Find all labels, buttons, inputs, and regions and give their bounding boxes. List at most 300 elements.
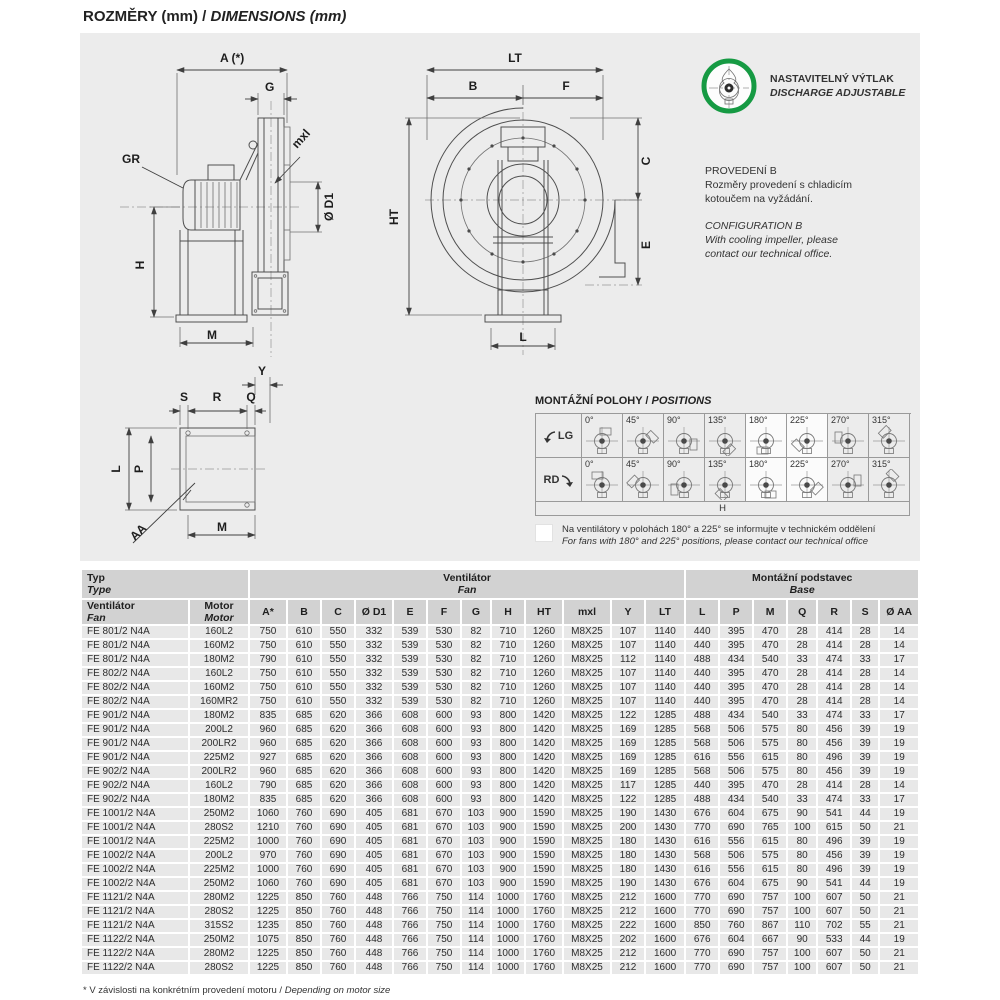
table-cell: 14 bbox=[880, 780, 918, 792]
table-cell: M8X25 bbox=[564, 654, 610, 666]
table-cell: 850 bbox=[288, 948, 320, 960]
rotation-ccw-icon bbox=[544, 429, 557, 443]
table-cell: 681 bbox=[394, 836, 426, 848]
table-cell: 1140 bbox=[646, 696, 684, 708]
column-header-cell: P bbox=[720, 600, 752, 624]
table-cell: 28 bbox=[852, 696, 878, 708]
table-cell: 250M2 bbox=[190, 934, 248, 946]
dim-label-base-l: L bbox=[109, 465, 123, 473]
table-cell: 114 bbox=[462, 892, 490, 904]
table-cell: 19 bbox=[880, 738, 918, 750]
table-cell: 28 bbox=[788, 780, 816, 792]
table-cell: 620 bbox=[322, 710, 354, 722]
table-cell: 122 bbox=[612, 794, 644, 806]
table-cell: 1590 bbox=[526, 864, 562, 876]
table-cell: 1285 bbox=[646, 710, 684, 722]
table-cell: 766 bbox=[394, 948, 426, 960]
table-cell: 100 bbox=[788, 892, 816, 904]
table-cell: 180M2 bbox=[190, 794, 248, 806]
table-cell: 1000 bbox=[492, 962, 524, 974]
table-cell: FE 802/2 N4A bbox=[82, 668, 188, 680]
positions-row-label-lg: LG bbox=[536, 414, 582, 458]
table-cell: 568 bbox=[686, 766, 718, 778]
base-plan-drawing bbox=[95, 363, 375, 559]
table-cell: 21 bbox=[880, 906, 918, 918]
column-header-cell: R bbox=[818, 600, 850, 624]
column-header-cell: M bbox=[754, 600, 786, 624]
table-cell: 200LR2 bbox=[190, 766, 248, 778]
table-cell: 117 bbox=[612, 780, 644, 792]
table-cell: 685 bbox=[288, 752, 320, 764]
table-cell: 1000 bbox=[492, 948, 524, 960]
table-cell: 550 bbox=[322, 626, 354, 638]
table-cell: 1285 bbox=[646, 738, 684, 750]
table-cell: 766 bbox=[394, 906, 426, 918]
table-cell: 607 bbox=[818, 962, 850, 974]
table-cell: 676 bbox=[686, 878, 718, 890]
table-cell: 1760 bbox=[526, 934, 562, 946]
table-cell: 770 bbox=[686, 906, 718, 918]
table-cell: 414 bbox=[818, 696, 850, 708]
table-cell: 690 bbox=[322, 808, 354, 820]
table-cell: 19 bbox=[880, 766, 918, 778]
table-cell: 1420 bbox=[526, 710, 562, 722]
table-row bbox=[82, 710, 918, 722]
table-cell: 960 bbox=[250, 766, 286, 778]
table-cell: 28 bbox=[852, 682, 878, 694]
table-cell: 620 bbox=[322, 780, 354, 792]
rotation-cw-icon bbox=[560, 473, 573, 487]
table-cell: 790 bbox=[250, 654, 286, 666]
position-angle-label: 90° bbox=[667, 459, 681, 469]
table-cell: 685 bbox=[288, 794, 320, 806]
table-cell: 19 bbox=[880, 864, 918, 876]
table-cell: 17 bbox=[880, 654, 918, 666]
table-row bbox=[82, 850, 918, 862]
table-row bbox=[82, 752, 918, 764]
table-cell: 190 bbox=[612, 878, 644, 890]
table-cell: FE 1001/2 N4A bbox=[82, 808, 188, 820]
table-cell: 760 bbox=[322, 934, 354, 946]
table-cell: 575 bbox=[754, 766, 786, 778]
position-cell-lg-315 bbox=[869, 414, 910, 458]
table-cell: 750 bbox=[250, 626, 286, 638]
table-cell: 770 bbox=[686, 892, 718, 904]
table-cell: 82 bbox=[462, 696, 490, 708]
table-cell: 448 bbox=[356, 892, 392, 904]
table-cell: 530 bbox=[428, 640, 460, 652]
configuration-note bbox=[705, 164, 852, 261]
front-view-drawing bbox=[370, 45, 700, 375]
table-cell: 800 bbox=[492, 780, 524, 792]
table-row bbox=[82, 668, 918, 680]
table-cell: 405 bbox=[356, 808, 392, 820]
table-cell: 900 bbox=[492, 850, 524, 862]
table-cell: M8X25 bbox=[564, 794, 610, 806]
table-cell: 1430 bbox=[646, 864, 684, 876]
table-cell: 766 bbox=[394, 920, 426, 932]
table-cell: 114 bbox=[462, 920, 490, 932]
table-cell: 180M2 bbox=[190, 654, 248, 666]
table-cell: 39 bbox=[852, 752, 878, 764]
dim-label-gr: GR bbox=[122, 152, 140, 166]
table-cell: 960 bbox=[250, 724, 286, 736]
table-cell: 414 bbox=[818, 640, 850, 652]
table-cell: 1420 bbox=[526, 724, 562, 736]
table-cell: 757 bbox=[754, 962, 786, 974]
table-cell: FE 901/2 N4A bbox=[82, 724, 188, 736]
table-cell: 1260 bbox=[526, 668, 562, 680]
table-cell: 103 bbox=[462, 822, 490, 834]
table-cell: 114 bbox=[462, 906, 490, 918]
table-cell: 607 bbox=[818, 906, 850, 918]
table-cell: M8X25 bbox=[564, 682, 610, 694]
page-title-en: DIMENSIONS (mm) bbox=[210, 8, 347, 25]
table-cell: 800 bbox=[492, 738, 524, 750]
table-cell: 710 bbox=[492, 682, 524, 694]
table-cell: FE 1002/2 N4A bbox=[82, 850, 188, 862]
table-cell: 550 bbox=[322, 696, 354, 708]
table-cell: 180M2 bbox=[190, 710, 248, 722]
table-cell: M8X25 bbox=[564, 920, 610, 932]
position-cell-lg-90 bbox=[664, 414, 705, 458]
table-cell: 280M2 bbox=[190, 948, 248, 960]
table-cell: 225M2 bbox=[190, 836, 248, 848]
table-cell: 395 bbox=[720, 780, 752, 792]
table-cell: 114 bbox=[462, 962, 490, 974]
table-row bbox=[82, 780, 918, 792]
table-cell: 112 bbox=[612, 654, 644, 666]
table-cell: 750 bbox=[250, 696, 286, 708]
adjustable-discharge-icon bbox=[700, 57, 758, 115]
table-cell: 440 bbox=[686, 626, 718, 638]
table-cell: 690 bbox=[720, 892, 752, 904]
table-cell: 568 bbox=[686, 850, 718, 862]
table-cell: 506 bbox=[720, 724, 752, 736]
fan-position-icon bbox=[829, 469, 867, 500]
table-cell: 616 bbox=[686, 864, 718, 876]
table-cell: 169 bbox=[612, 724, 644, 736]
table-cell: 850 bbox=[288, 906, 320, 918]
table-cell: 14 bbox=[880, 640, 918, 652]
table-cell: 607 bbox=[818, 948, 850, 960]
table-cell: 760 bbox=[288, 836, 320, 848]
table-cell: 496 bbox=[818, 836, 850, 848]
table-cell: 675 bbox=[754, 808, 786, 820]
table-cell: 315S2 bbox=[190, 920, 248, 932]
table-cell: 122 bbox=[612, 710, 644, 722]
table-cell: 470 bbox=[754, 640, 786, 652]
table-cell: 676 bbox=[686, 808, 718, 820]
table-row bbox=[82, 794, 918, 806]
table-cell: 100 bbox=[788, 822, 816, 834]
table-cell: 14 bbox=[880, 696, 918, 708]
table-cell: 496 bbox=[818, 752, 850, 764]
table-cell: 760 bbox=[288, 808, 320, 820]
table-cell: 448 bbox=[356, 962, 392, 974]
table-cell: 1285 bbox=[646, 780, 684, 792]
table-cell: 82 bbox=[462, 626, 490, 638]
table-cell: 332 bbox=[356, 682, 392, 694]
position-angle-label: 135° bbox=[708, 459, 727, 469]
table-cell: 19 bbox=[880, 934, 918, 946]
table-cell: 970 bbox=[250, 850, 286, 862]
table-cell: 539 bbox=[394, 654, 426, 666]
dim-label-s: S bbox=[179, 390, 189, 404]
table-cell: 690 bbox=[720, 906, 752, 918]
table-row bbox=[82, 878, 918, 890]
table-cell: 93 bbox=[462, 724, 490, 736]
group-header-cell: Ventilátor Fan bbox=[250, 570, 684, 598]
table-row bbox=[82, 766, 918, 778]
position-angle-label: 225° bbox=[790, 459, 809, 469]
table-cell: 1760 bbox=[526, 892, 562, 904]
table-cell: M8X25 bbox=[564, 892, 610, 904]
table-cell: FE 901/2 N4A bbox=[82, 738, 188, 750]
table-cell: 615 bbox=[818, 822, 850, 834]
table-cell: 50 bbox=[852, 892, 878, 904]
table-cell: 160L2 bbox=[190, 780, 248, 792]
table-cell: 395 bbox=[720, 696, 752, 708]
table-cell: FE 901/2 N4A bbox=[82, 710, 188, 722]
position-angle-label: 315° bbox=[872, 459, 891, 469]
table-cell: 93 bbox=[462, 766, 490, 778]
table-cell: 366 bbox=[356, 724, 392, 736]
position-cell-lg-270 bbox=[828, 414, 869, 458]
table-cell: 690 bbox=[322, 864, 354, 876]
table-cell: 19 bbox=[880, 724, 918, 736]
table-cell: 1225 bbox=[250, 906, 286, 918]
table-cell: 541 bbox=[818, 808, 850, 820]
table-cell: 685 bbox=[288, 710, 320, 722]
table-cell: M8X25 bbox=[564, 696, 610, 708]
table-cell: 616 bbox=[686, 752, 718, 764]
table-cell: 19 bbox=[880, 836, 918, 848]
dim-label-base-m: M bbox=[217, 520, 227, 534]
table-cell: 180 bbox=[612, 864, 644, 876]
dim-label-l: L bbox=[519, 330, 527, 344]
table-cell: 93 bbox=[462, 710, 490, 722]
table-cell: 800 bbox=[492, 710, 524, 722]
table-cell: 82 bbox=[462, 640, 490, 652]
position-angle-label: 270° bbox=[831, 459, 850, 469]
table-cell: 766 bbox=[394, 962, 426, 974]
table-cell: 366 bbox=[356, 738, 392, 750]
table-cell: 800 bbox=[492, 724, 524, 736]
table-cell: 530 bbox=[428, 626, 460, 638]
table-cell: 332 bbox=[356, 696, 392, 708]
fan-position-icon bbox=[788, 425, 826, 456]
table-cell: 39 bbox=[852, 864, 878, 876]
table-row bbox=[82, 920, 918, 932]
table-cell: 685 bbox=[288, 780, 320, 792]
table-cell: 670 bbox=[428, 808, 460, 820]
table-cell: 366 bbox=[356, 794, 392, 806]
table-cell: 620 bbox=[322, 724, 354, 736]
table-cell: 1285 bbox=[646, 724, 684, 736]
table-cell: 1760 bbox=[526, 962, 562, 974]
fan-position-icon bbox=[665, 425, 703, 456]
table-cell: 900 bbox=[492, 864, 524, 876]
table-cell: 448 bbox=[356, 920, 392, 932]
table-cell: 405 bbox=[356, 822, 392, 834]
table-cell: 44 bbox=[852, 934, 878, 946]
table-cell: 556 bbox=[720, 752, 752, 764]
table-cell: M8X25 bbox=[564, 738, 610, 750]
table-cell: 1600 bbox=[646, 934, 684, 946]
table-cell: 1225 bbox=[250, 962, 286, 974]
dim-label-p: P bbox=[132, 464, 146, 474]
table-cell: 541 bbox=[818, 878, 850, 890]
table-cell: 50 bbox=[852, 822, 878, 834]
table-cell: 620 bbox=[322, 738, 354, 750]
table-cell: 488 bbox=[686, 654, 718, 666]
table-row bbox=[82, 640, 918, 652]
position-cell-rd-45 bbox=[623, 458, 664, 502]
table-cell: 44 bbox=[852, 808, 878, 820]
table-cell: 575 bbox=[754, 738, 786, 750]
table-cell: 620 bbox=[322, 794, 354, 806]
table-cell: 212 bbox=[612, 962, 644, 974]
mounting-positions-section bbox=[535, 395, 915, 548]
table-cell: FE 1121/2 N4A bbox=[82, 892, 188, 904]
table-cell: 850 bbox=[288, 892, 320, 904]
table-cell: 55 bbox=[852, 920, 878, 932]
table-cell: M8X25 bbox=[564, 710, 610, 722]
table-cell: 488 bbox=[686, 710, 718, 722]
table-cell: 766 bbox=[394, 892, 426, 904]
table-cell: M8X25 bbox=[564, 626, 610, 638]
position-angle-label: 180° bbox=[749, 459, 768, 469]
table-cell: 1285 bbox=[646, 752, 684, 764]
table-cell: 850 bbox=[288, 920, 320, 932]
table-cell: 616 bbox=[686, 836, 718, 848]
table-cell: 900 bbox=[492, 822, 524, 834]
table-cell: 1420 bbox=[526, 738, 562, 750]
table-cell: 395 bbox=[720, 682, 752, 694]
table-cell: 28 bbox=[788, 696, 816, 708]
table-cell: 19 bbox=[880, 878, 918, 890]
table-cell: 539 bbox=[394, 682, 426, 694]
table-cell: 470 bbox=[754, 682, 786, 694]
table-cell: 180 bbox=[612, 836, 644, 848]
table-cell: 50 bbox=[852, 948, 878, 960]
table-cell: 1420 bbox=[526, 794, 562, 806]
table-cell: 14 bbox=[880, 682, 918, 694]
position-cell-rd-270 bbox=[828, 458, 869, 502]
dim-label-r: R bbox=[212, 390, 222, 404]
table-cell: 14 bbox=[880, 668, 918, 680]
table-cell: 1140 bbox=[646, 640, 684, 652]
table-cell: 530 bbox=[428, 654, 460, 666]
table-cell: 506 bbox=[720, 850, 752, 862]
page-title: ROZMĚRY (mm) / DIMENSIONS (mm) bbox=[83, 8, 347, 25]
table-cell: 530 bbox=[428, 682, 460, 694]
positions-footer-label: H bbox=[536, 502, 910, 516]
table-cell: 366 bbox=[356, 780, 392, 792]
position-cell-lg-225 bbox=[787, 414, 828, 458]
position-angle-label: 225° bbox=[790, 415, 809, 425]
table-cell: 1760 bbox=[526, 920, 562, 932]
table-cell: 212 bbox=[612, 906, 644, 918]
table-cell: 21 bbox=[880, 962, 918, 974]
badge-line-cs: NASTAVITELNÝ VÝTLAK bbox=[770, 73, 894, 85]
table-cell: 681 bbox=[394, 878, 426, 890]
table-cell: 540 bbox=[754, 654, 786, 666]
table-cell: 440 bbox=[686, 668, 718, 680]
table-cell: 17 bbox=[880, 794, 918, 806]
table-cell: M8X25 bbox=[564, 864, 610, 876]
table-row bbox=[82, 738, 918, 750]
table-cell: 670 bbox=[428, 864, 460, 876]
table-cell: 160M2 bbox=[190, 640, 248, 652]
table-cell: 550 bbox=[322, 654, 354, 666]
table-cell: 1590 bbox=[526, 808, 562, 820]
table-cell: 80 bbox=[788, 724, 816, 736]
table-cell: 332 bbox=[356, 640, 392, 652]
table-cell: 44 bbox=[852, 878, 878, 890]
positions-title: MONTÁŽNÍ POLOHY / POSITIONS bbox=[535, 395, 712, 407]
table-cell: 440 bbox=[686, 696, 718, 708]
table-cell: 1430 bbox=[646, 822, 684, 834]
table-cell: 21 bbox=[880, 822, 918, 834]
table-cell: 366 bbox=[356, 710, 392, 722]
table-cell: 1260 bbox=[526, 640, 562, 652]
table-cell: 474 bbox=[818, 654, 850, 666]
table-cell: 250M2 bbox=[190, 808, 248, 820]
table-cell: 770 bbox=[686, 962, 718, 974]
table-cell: M8X25 bbox=[564, 640, 610, 652]
table-cell: 615 bbox=[754, 836, 786, 848]
table-cell: 200 bbox=[612, 822, 644, 834]
table-cell: 19 bbox=[880, 808, 918, 820]
table-cell: 760 bbox=[322, 962, 354, 974]
table-cell: 280M2 bbox=[190, 892, 248, 904]
table-cell: 80 bbox=[788, 766, 816, 778]
table-cell: 676 bbox=[686, 934, 718, 946]
table-cell: 200LR2 bbox=[190, 738, 248, 750]
table-cell: 21 bbox=[880, 892, 918, 904]
drawings-panel bbox=[80, 33, 920, 561]
column-header-cell: Motor Motor bbox=[190, 600, 248, 624]
table-cell: FE 1121/2 N4A bbox=[82, 906, 188, 918]
table-cell: FE 902/2 N4A bbox=[82, 794, 188, 806]
table-cell: 540 bbox=[754, 710, 786, 722]
table-cell: 760 bbox=[322, 892, 354, 904]
table-cell: 414 bbox=[818, 668, 850, 680]
table-cell: 1140 bbox=[646, 668, 684, 680]
table-cell: FE 1001/2 N4A bbox=[82, 822, 188, 834]
table-cell: 414 bbox=[818, 780, 850, 792]
highlight-legend-swatch bbox=[535, 524, 553, 542]
table-cell: 1420 bbox=[526, 766, 562, 778]
table-cell: 604 bbox=[720, 808, 752, 820]
table-cell: 1210 bbox=[250, 822, 286, 834]
table-cell: 900 bbox=[492, 836, 524, 848]
table-cell: 800 bbox=[492, 794, 524, 806]
table-cell: 82 bbox=[462, 654, 490, 666]
table-cell: 615 bbox=[754, 752, 786, 764]
table-cell: 1000 bbox=[250, 836, 286, 848]
table-cell: 1260 bbox=[526, 682, 562, 694]
table-cell: 681 bbox=[394, 864, 426, 876]
table-cell: 332 bbox=[356, 626, 392, 638]
discharge-adjustable-badge bbox=[700, 57, 905, 115]
table-cell: 757 bbox=[754, 892, 786, 904]
table-cell: FE 1122/2 N4A bbox=[82, 962, 188, 974]
table-cell: 1000 bbox=[250, 864, 286, 876]
table-cell: 960 bbox=[250, 738, 286, 750]
